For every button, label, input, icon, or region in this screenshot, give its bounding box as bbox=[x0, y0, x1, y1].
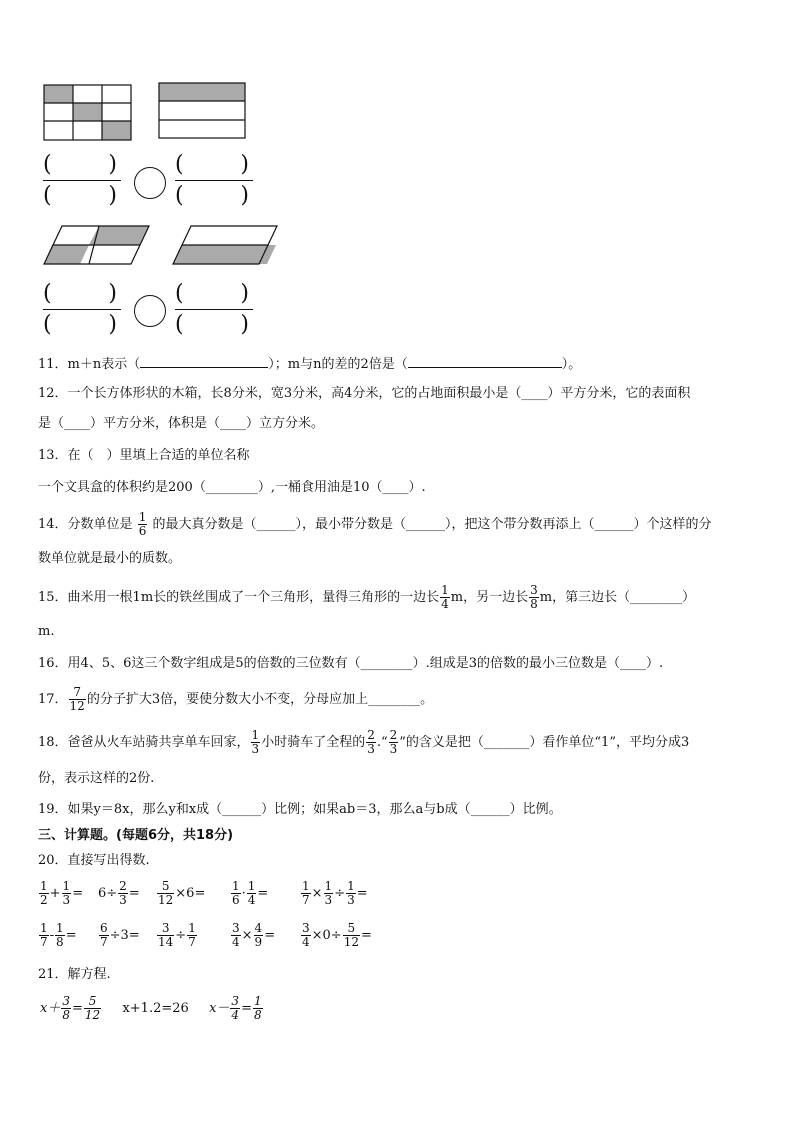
question-14-line-1: 14．分数单位是 $\frac{1}{6}$ 的最大真分数是（______），最小带分数是（______），把这个带分数再添上（______）个这样的分 bbox=[38, 510, 712, 538]
calc-item bbox=[98, 922, 140, 949]
answer-blank[interactable] bbox=[140, 356, 268, 368]
question-18-line-1: 18．爸爸从火车站骑共享单车回家， $\frac{1}{3}$ 小时骑车了全程的 $\frac{2}{3}$ .“ $\frac{2}{3}$ ”的含义是把（_______）看作单位“1”，平均分成3 bbox=[38, 728, 690, 756]
equation-1: x＋ $\frac{3}{8}$ = $\frac{5}{12}$ bbox=[40, 994, 101, 1022]
calc-item bbox=[230, 922, 275, 949]
fraction: $\frac{1}{7}$ bbox=[302, 879, 310, 907]
question-14-line-2: 数单位就是最小的质数。 bbox=[38, 551, 182, 566]
calc-item bbox=[156, 880, 205, 907]
question-21-title: 21．解方程. bbox=[38, 967, 111, 982]
question-12-line-1: 12．一个长方体形状的木箱，长8分米，宽3分米，高4分米，它的占地面积最小是（____）平方分米，它的表面积 bbox=[38, 386, 691, 401]
calc-item bbox=[156, 922, 198, 949]
fraction: $\frac{1}{3}$ bbox=[347, 879, 355, 907]
question-13-line-2: 一个文具盒的体积约是200（________）,一桶食用油是10（____）. bbox=[38, 480, 426, 495]
equation-row bbox=[40, 995, 264, 1022]
calc-text: ×6= bbox=[175, 886, 206, 901]
calc-text: = bbox=[65, 928, 77, 943]
question-15-line-2: m. bbox=[38, 624, 55, 639]
calc-item bbox=[38, 880, 83, 907]
question-20-title: 20．直接写出得数. bbox=[38, 853, 150, 868]
fraction: $\frac{1}{6}$ bbox=[232, 879, 240, 907]
calc-text: = bbox=[72, 886, 84, 901]
fraction: $\frac{3}{4}$ bbox=[231, 994, 240, 1022]
calc-text: ÷3= bbox=[109, 928, 140, 943]
calc-text: + bbox=[49, 886, 61, 901]
fraction: $\frac{1}{4}$ bbox=[247, 879, 256, 907]
calc-text: × bbox=[241, 928, 253, 943]
calc-item bbox=[38, 922, 77, 949]
question-19: 19．如果y＝8x，那么y和x成（______）比例；如果ab＝3，那么a与b成（______）比例。 bbox=[38, 802, 562, 817]
fraction: $\frac{4}{9}$ bbox=[254, 921, 263, 949]
fraction: $\frac{1}{4}$ bbox=[441, 583, 449, 611]
fraction: $\frac{3}{14}$ bbox=[158, 921, 174, 949]
fraction: $\frac{2}{3}$ bbox=[389, 728, 398, 756]
striped-rect-figure bbox=[158, 82, 248, 140]
answer-blank[interactable] bbox=[408, 356, 562, 368]
fraction-blank-right-2: ( ) ( ) bbox=[175, 281, 253, 338]
question-15-line-1: 15．曲米用一根1m长的铁丝围成了一个三角形，量得三角形的一边长 $\frac{1}{4}$ m，另一边长 $\frac{3}{8}$ m，第三边长（________） bbox=[38, 583, 696, 611]
calc-text: × bbox=[311, 886, 323, 901]
equation-2: x+1.2=26 bbox=[122, 1001, 189, 1016]
fraction: $\frac{3}{8}$ bbox=[62, 994, 70, 1022]
fraction: $\frac{3}{4}$ bbox=[232, 921, 240, 949]
fraction: $\frac{2}{3}$ bbox=[367, 728, 375, 756]
fraction: $\frac{5}{12}$ bbox=[343, 921, 359, 949]
fraction: $\frac{7}{12}$ bbox=[69, 685, 85, 713]
fraction: $\frac{1}{3}$ bbox=[62, 879, 71, 907]
fraction: $\frac{3}{4}$ bbox=[302, 921, 310, 949]
fraction: $\frac{1}{8}$ bbox=[253, 994, 262, 1022]
parallelogram-half-figure bbox=[172, 223, 282, 267]
fraction: $\frac{1}{2}$ bbox=[40, 879, 48, 907]
question-11: 11．m＋n表示（ ）；m与n的差的2倍是（ ）。 bbox=[38, 357, 582, 372]
calc-item bbox=[230, 880, 268, 907]
fraction-blank-right-1: ( ) ( ) bbox=[175, 152, 253, 209]
fraction: $\frac{1}{8}$ bbox=[56, 921, 64, 949]
grid-figure bbox=[43, 84, 133, 142]
calc-item bbox=[300, 880, 368, 907]
question-16: 16．用4、5、6这三个数字组成是5的倍数的三位数有（________）.组成是3的倍数的最小三位数是（____）. bbox=[38, 656, 664, 671]
question-13-line-1: 13．在（ ）里填上合适的单位名称 bbox=[38, 448, 250, 463]
question-12-line-2: 是（____）平方分米，体积是（____）立方分米。 bbox=[38, 416, 325, 431]
calc-item bbox=[98, 880, 140, 907]
fraction: $\frac{1}{3}$ bbox=[251, 728, 260, 756]
fraction-blank-left-2: ( ) ( ) bbox=[43, 281, 121, 338]
fraction: $\frac{2}{3}$ bbox=[119, 879, 127, 907]
fraction: $\frac{3}{8}$ bbox=[530, 583, 538, 611]
section-title: 三、计算题。(每题6分，共18分) bbox=[38, 828, 234, 843]
fraction: $\frac{1}{3}$ bbox=[324, 879, 333, 907]
fraction: $\frac{5}{12}$ bbox=[84, 994, 101, 1022]
compare-circle-1[interactable] bbox=[134, 167, 166, 199]
fraction: $\frac{1}{7}$ bbox=[188, 921, 196, 949]
fraction: $\frac{1}{7}$ bbox=[40, 921, 48, 949]
fraction: $\frac{5}{12}$ bbox=[158, 879, 174, 907]
equation-3: x－ $\frac{3}{4}$ = $\frac{1}{8}$ bbox=[209, 994, 262, 1022]
fraction: $\frac{6}{7}$ bbox=[100, 921, 108, 949]
calc-text: ÷ bbox=[175, 928, 187, 943]
calc-text: · bbox=[241, 886, 246, 901]
calc-text: ×0÷ bbox=[311, 928, 342, 943]
calc-text: - bbox=[49, 928, 55, 943]
compare-circle-2[interactable] bbox=[134, 295, 166, 327]
calc-text: ÷ bbox=[334, 886, 346, 901]
fraction: $\frac{1}{6}$ bbox=[138, 510, 147, 538]
calc-text: = bbox=[360, 928, 372, 943]
calc-text: = bbox=[257, 886, 269, 901]
calc-item bbox=[300, 922, 372, 949]
calc-text: = bbox=[128, 886, 140, 901]
fraction-blank-left-1: ( ) ( ) bbox=[43, 152, 121, 209]
calc-text: = bbox=[264, 928, 276, 943]
question-18-line-2: 份，表示这样的2份. bbox=[38, 771, 155, 786]
question-17: 17． $\frac{7}{12}$ 的分子扩大3倍，要使分数大小不变，分母应加上________。 bbox=[38, 685, 434, 713]
calc-text: = bbox=[356, 886, 368, 901]
parallelogram-quarter-figure bbox=[43, 223, 155, 267]
calc-text: 6÷ bbox=[98, 886, 118, 901]
